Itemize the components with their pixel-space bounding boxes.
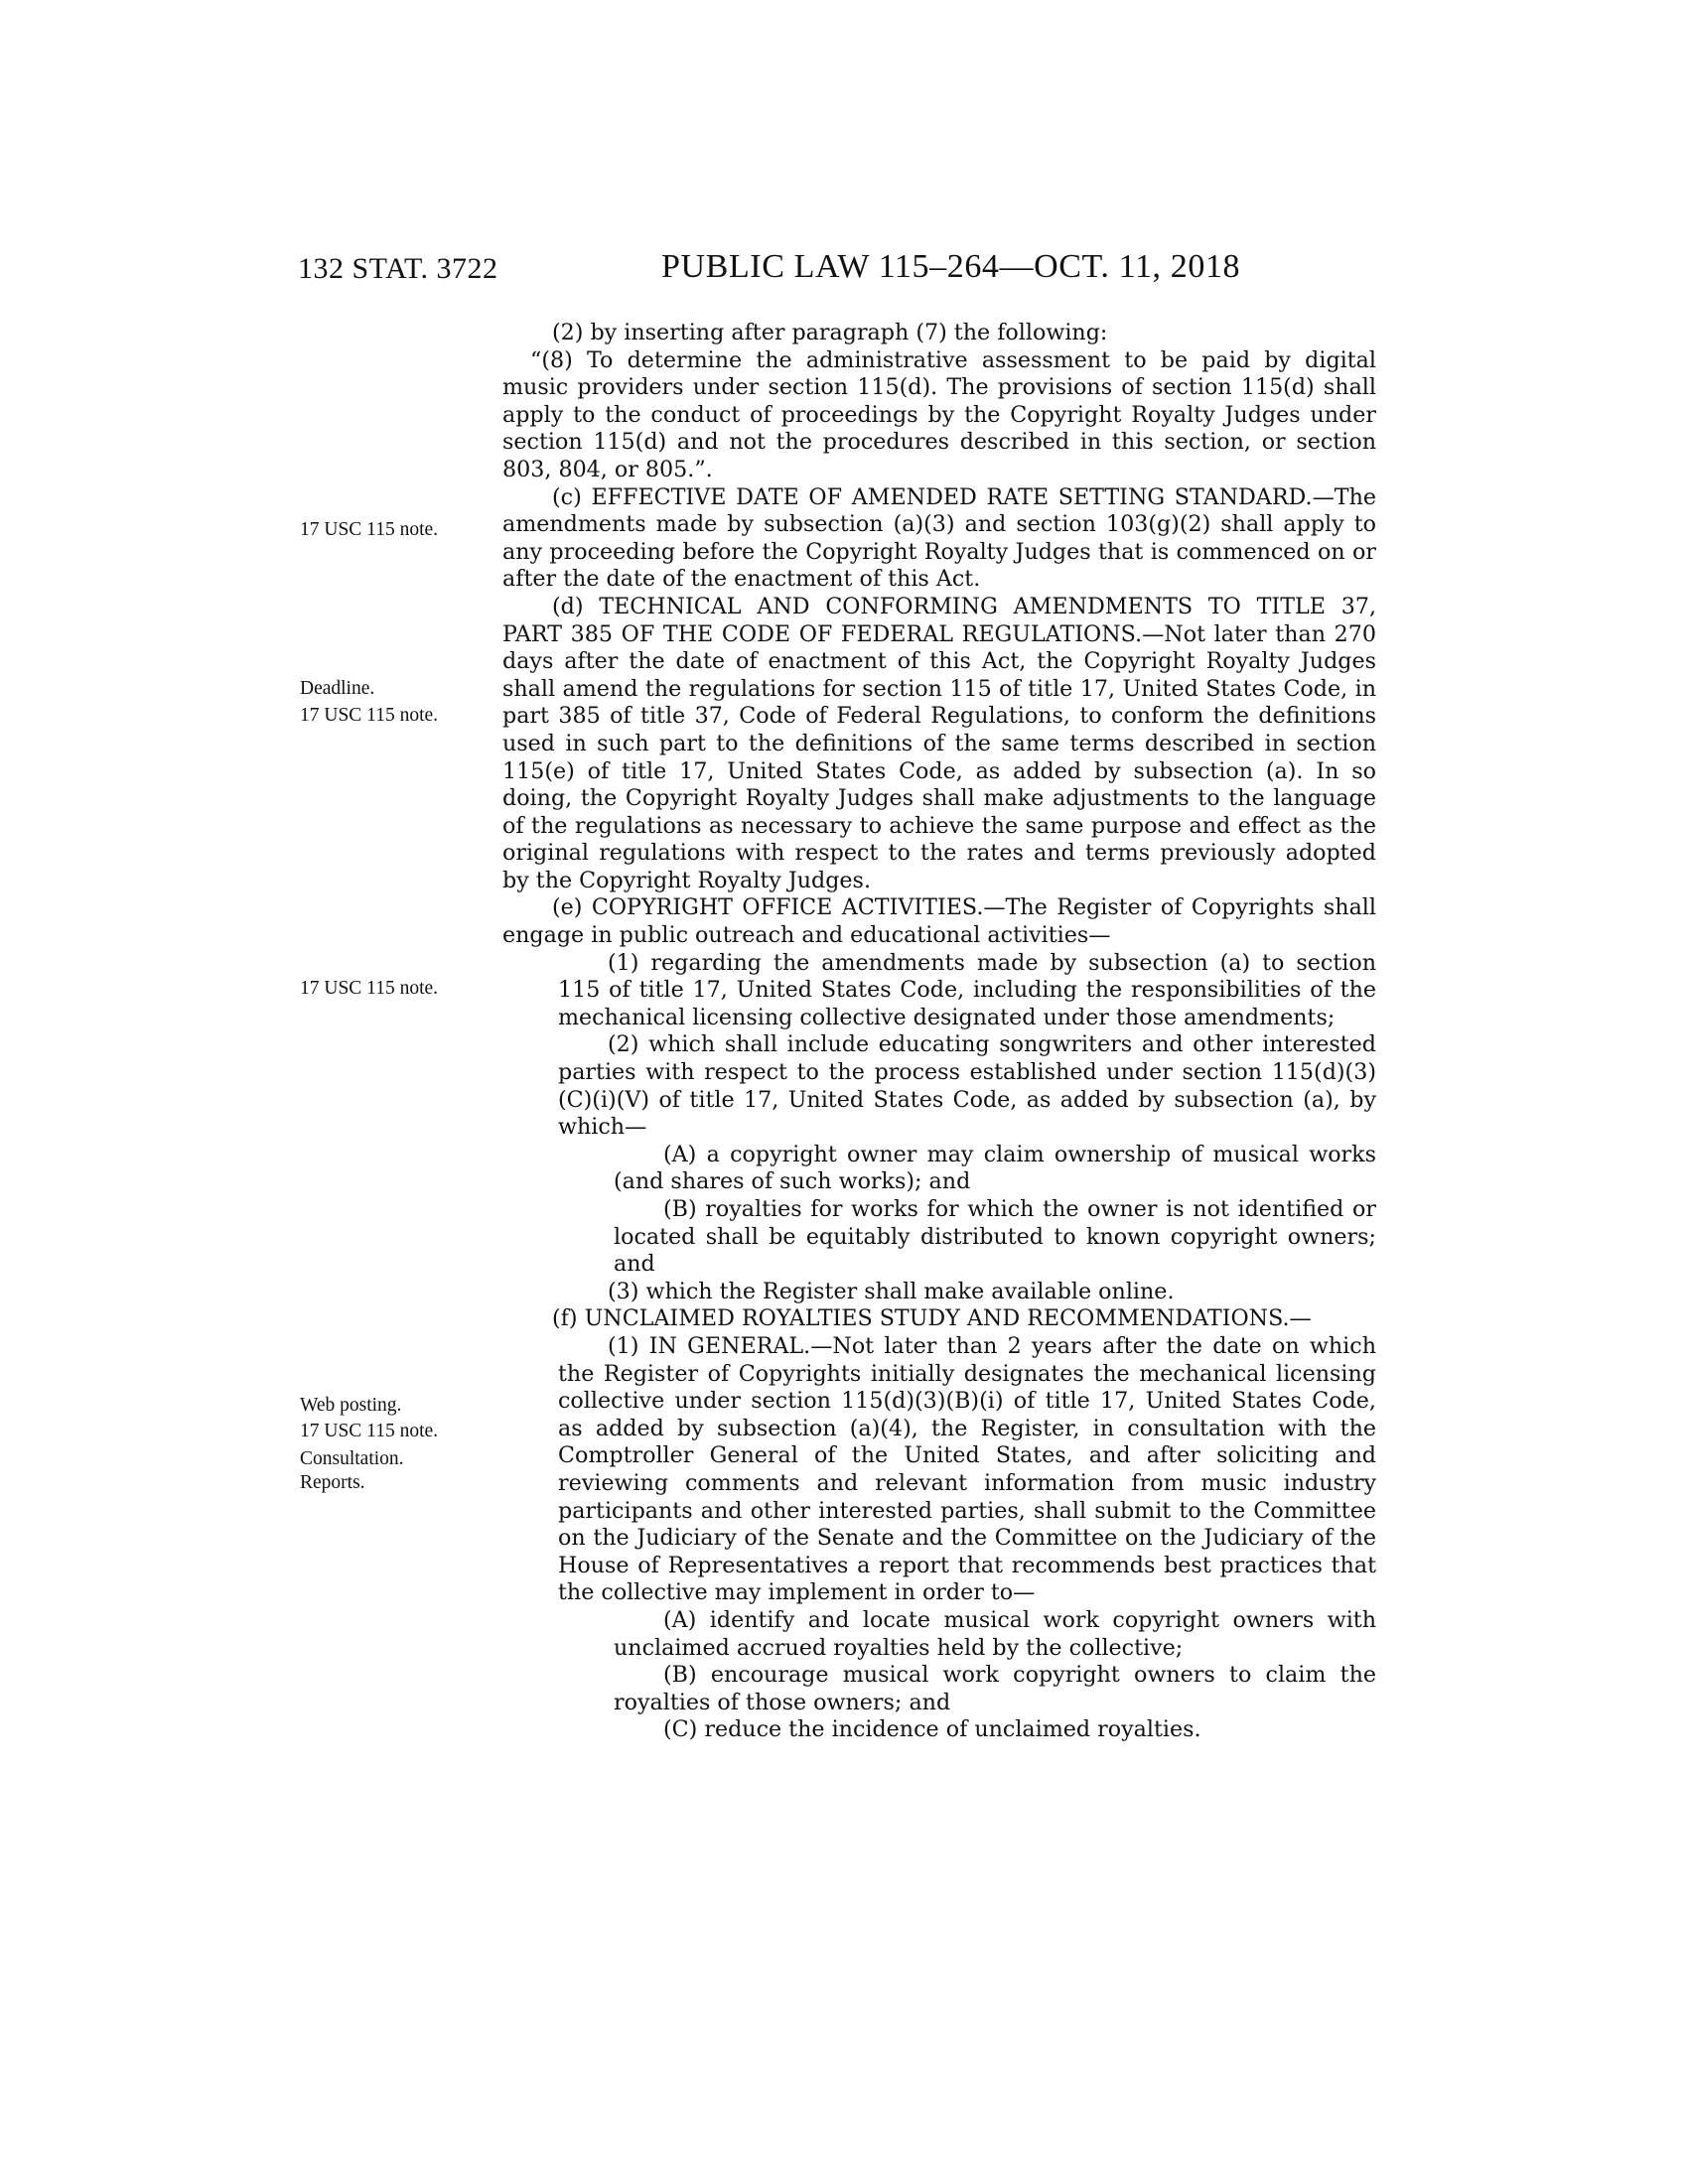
subsection-e-1: (1) regarding the amendments made by subsection (a) to section 115 of title 17, United States Code, including the responsibilities of the mechanical licensing collective designated under those amendments; [558, 949, 1376, 1030]
margin-note-usc-f: 17 USC 115 note. [300, 1421, 439, 1441]
statute-body [502, 320, 1376, 1744]
subsection-d: (d) TECHNICAL AND CONFORMING AMENDMENTS TO TITLE 37, PART 385 OF THE CODE OF FEDERAL REGULATIONS.—Not later than 270 days after the date of enactment of this Act, the Copyright Royalty Judges shall amend the regulations for section 115 of title 17, United States Code, in part 385 of title 37, Code of Federal Regulations, to conform the definitions used in such part to the definitions of the same terms described in section 115(e) of title 17, United States Code, as added by subsection (a). In so doing, the Copyright Royalty Judges shall make adjustments to the language of the regulations as necessary to achieve the same purpose and effect as the original regulations with respect to the rates and terms previously adopted by the Copyright Royalty Judges. [502, 593, 1376, 893]
subsection-f-1-C: (C) reduce the incidence of unclaimed royalties. [663, 1716, 1201, 1743]
margin-note-usc-e: 17 USC 115 note. [300, 978, 439, 999]
subsection-e-2-B: (B) royalties for works for which the owner is not identified or located shall be equitably distributed to known copyright owners; and [614, 1196, 1376, 1278]
subsection-c: (c) EFFECTIVE DATE OF AMENDED RATE SETTING STANDARD.—The amendments made by subsection (a)(3) and section 103(g)(2) shall apply to any proceeding before the Copyright Royalty Judges that is commenced on or after the date of the enactment of this Act. [502, 483, 1376, 593]
margin-note-deadline: Deadline. [300, 678, 375, 699]
paragraph-8-text: “(8) To determine the administrative assessment to be paid by digital music providers under section 115(d). The provisions of section 115(d) shall apply to the conduct of proceedings by the Copyright Royalty Judges under section 115(d) and not the procedures described in this section, or section 803, 804, or 805.”. [502, 346, 1376, 482]
margin-note-reports: Reports. [300, 1472, 365, 1493]
subsection-f-1-A: (A) identify and locate musical work copyright owners with unclaimed accrued royalties held by the collective; [614, 1606, 1376, 1661]
statute-page-number: 132 STAT. 3722 [298, 252, 498, 285]
margin-note-usc-c: 17 USC 115 note. [300, 519, 439, 540]
running-header-title: PUBLIC LAW 115–264—OCT. 11, 2018 [661, 248, 1241, 285]
subsection-e-2-A: (A) a copyright owner may claim ownership of musical works (and shares of such works); and [614, 1141, 1376, 1195]
margin-note-web-posting: Web posting. [300, 1395, 402, 1416]
subsection-e-3: (3) which the Register shall make available online. [608, 1278, 1175, 1304]
paragraph-2-insert: (2) by inserting after paragraph (7) the following: [552, 320, 1108, 345]
subsection-f-1: (1) IN GENERAL.—Not later than 2 years after the date on which the Register of Copyrights initially designates the mechanical licensing collective under section 115(d)(3)(B)(i) of title 17, United States Code, as added by subsection (a)(4), the Register, in consultation with the Comptroller General of the United States, and after soliciting and reviewing comments and relevant information from music industry participants and other interested parties, shall submit to the Committee on the Judiciary of the Senate and the Committee on the Judiciary of the House of Representatives a report that recommends best practices that the collective may implement in order to— [558, 1332, 1376, 1606]
margin-note-consultation: Consultation. [300, 1448, 404, 1469]
paragraph-8-quoted [453, 347, 1376, 484]
subsection-e: (e) COPYRIGHT OFFICE ACTIVITIES.—The Register of Copyrights shall engage in public outreach and educational activities— [502, 894, 1376, 949]
subsection-f-1-B: (B) encourage musical work copyright owners to claim the royalties of those owners; and [614, 1662, 1376, 1715]
subsection-f-heading: (f) UNCLAIMED ROYALTIES STUDY AND RECOMMENDATIONS.— [552, 1305, 1312, 1332]
subsection-e-2: (2) which shall include educating songwriters and other interested parties with respect to the process established under section 115(d)(3)(C)(i)(V) of title 17, United States Code, as added by subsection (a), by which— [558, 1031, 1376, 1141]
margin-note-usc-d: 17 USC 115 note. [300, 705, 439, 726]
